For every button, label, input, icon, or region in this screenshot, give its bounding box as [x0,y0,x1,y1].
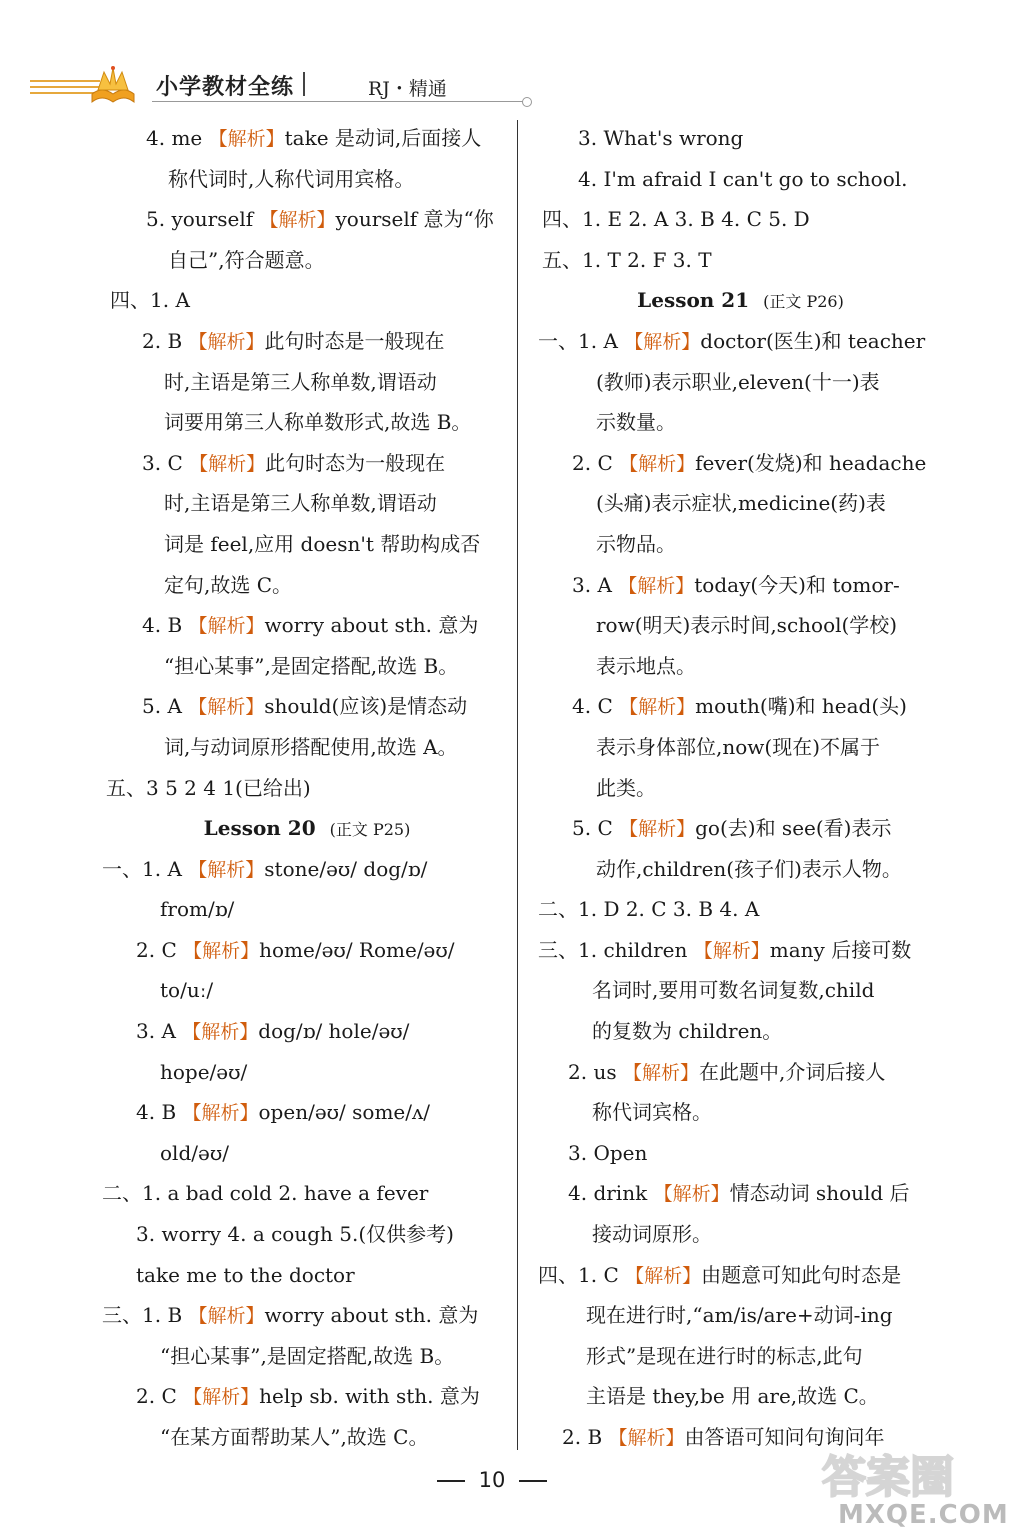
analysis-text: go(去)和 see(看)表示 [695,816,892,841]
answer-text: 时,主语是第三人称单数,谓语动 [164,491,437,516]
answer-line [538,768,943,809]
answer-text: 词是 feel,应用 doesn't 帮助构成否 [164,531,481,556]
answer-text: (教师)表示职业,eleven(十一)表 [596,369,880,394]
answer-line [102,565,512,606]
page-number: 10 [478,1468,506,1492]
answer-line [102,280,512,321]
answer-column-left [102,118,512,1458]
analysis-text: take 是动词,后面接人 [284,126,482,150]
column-divider [517,120,518,1450]
answer-line [102,727,512,768]
answer-line [102,159,512,200]
answer-text: hope/əʊ/ [160,1059,248,1084]
answer-text: 3. A [136,1019,183,1044]
analysis-tag: 【解析】 [183,1386,260,1409]
header-underline [152,101,527,102]
answer-text: 时,主语是第三人称单数,谓语动 [164,369,437,394]
answer-text: 的复数为 children。 [592,1019,783,1044]
answer-line [538,402,943,443]
lesson-heading [538,280,943,321]
analysis-text: worry about sth. 意为 [264,1303,479,1328]
answer-line [102,1376,512,1417]
analysis-text: worry about sth. 意为 [264,613,479,638]
header-separator [303,72,305,96]
lesson-title: Lesson 20 [203,816,316,841]
analysis-text: should(应该)是情态动 [264,694,468,719]
answer-line [102,402,512,443]
answer-text: 2. us [568,1059,623,1084]
analysis-tag: 【解析】 [622,1061,699,1084]
answer-line [102,930,512,971]
answer-text: 五、3 5 2 4 1(已给出) [106,775,311,800]
footer-dash-left [437,1480,465,1482]
answer-text: take me to the doctor [136,1262,355,1287]
analysis-tag: 【解析】 [619,452,696,475]
analysis-text: yourself 意为“你 [335,207,494,232]
lesson-title: Lesson 21 [637,288,750,313]
analysis-tag: 【解析】 [259,209,336,232]
answer-line [102,889,512,930]
answer-line [538,646,943,687]
answer-text: 四、1. A [110,288,190,313]
answer-text: 名词时,要用可数名词复数,child [592,978,875,1003]
answer-line [538,808,943,849]
answer-text: row(明天)表示时间,school(学校) [596,613,898,638]
answer-line [538,524,943,565]
analysis-tag: 【解析】 [608,1427,685,1449]
answer-text: 四、1. E 2. A 3. B 4. C 5. D [542,207,810,232]
answer-line [102,768,512,809]
answer-line [102,970,512,1011]
analysis-text: today(今天)和 tomor- [694,572,900,597]
answer-line [538,118,943,159]
analysis-text: help sb. with sth. 意为 [259,1384,480,1409]
answer-line [102,321,512,362]
analysis-tag: 【解析】 [619,696,696,719]
analysis-tag: 【解析】 [188,696,265,719]
answer-text: 2. C [572,450,620,475]
header-title: 小学教材全练 [156,75,295,100]
lesson-page-ref: (正文 P25) [329,820,411,840]
answer-text: 3. worry 4. a cough 5.(仅供参考) [136,1222,454,1247]
analysis-text: many 后接可数 [769,937,912,962]
analysis-tag: 【解析】 [188,330,265,353]
analysis-tag: 【解析】 [188,615,265,638]
answer-text: 动作,children(孩子们)表示人物。 [596,856,902,881]
answer-text: “担心某事”,是固定搭配,故选 B。 [160,1343,455,1368]
answer-line [102,240,512,281]
analysis-text: 情态动词 should 后 [729,1181,910,1206]
answer-text: 2. B [142,328,189,353]
answer-text: 主语是 they,be 用 are,故选 C。 [586,1384,879,1409]
analysis-text: 在此题中,介词后接人 [698,1059,886,1084]
answer-text: 4. B [136,1100,183,1125]
answer-line [102,849,512,890]
analysis-tag: 【解析】 [653,1183,730,1206]
answer-text: 4. me [146,126,209,150]
answer-text: 示数量。 [596,410,676,435]
answer-text: 一、1. A [102,856,189,881]
header-dot [522,97,532,107]
answer-text: 三、1. B [102,1303,189,1328]
answer-text: 称代词宾格。 [592,1100,712,1125]
answer-line [538,889,943,930]
analysis-text: home/əʊ/ Rome/əʊ/ [259,937,455,962]
answer-line [102,1173,512,1214]
answer-text: 示物品。 [596,531,676,556]
analysis-text: dog/ɒ/ hole/əʊ/ [258,1019,410,1044]
answer-text: 定句,故选 C。 [164,572,293,597]
lesson-page-ref: (正文 P26) [763,292,844,312]
answer-text: 2. C [136,1384,184,1409]
answer-line [102,199,512,240]
answer-text: 4. C [572,694,620,719]
answer-text: 词,与动词原形搭配使用,故选 A。 [164,734,458,759]
answer-line [102,1214,512,1255]
answer-line [538,321,943,362]
analysis-text: 由答语可知问句询问年 [684,1425,885,1449]
analysis-text: open/əʊ/ some/ʌ/ [258,1100,431,1125]
answer-column-right [538,118,943,1458]
answer-text: 4. B [142,613,189,638]
answer-text: 一、1. A [538,328,625,353]
answer-line [538,686,943,727]
footer-dash-right [519,1480,547,1482]
answer-text: 二、1. a bad cold 2. have a fever [102,1181,429,1206]
answer-line [538,970,943,1011]
answer-line [538,1133,943,1174]
answer-text: 四、1. C [538,1262,626,1287]
answer-line [102,118,512,159]
answer-line [102,1092,512,1133]
analysis-tag: 【解析】 [182,1102,259,1125]
answer-text: 4. I'm afraid I can't go to school. [578,166,908,191]
analysis-tag: 【解析】 [618,574,695,597]
answer-text: 此类。 [596,775,656,800]
answer-text: (头痛)表示症状,medicine(药)表 [596,491,886,516]
analysis-text: 此句时态为一般现在 [265,450,446,475]
analysis-tag: 【解析】 [189,452,266,475]
answer-text: 2. B [562,1425,609,1449]
answer-text: 称代词时,人称代词用宾格。 [168,166,415,191]
answer-line [538,443,943,484]
answer-text: 5. yourself [146,207,260,232]
answer-text: to/uː/ [160,978,214,1003]
answer-text: “在某方面帮助某人”,故选 C。 [160,1425,429,1449]
answer-line [538,1052,943,1093]
answer-text: 三、1. children [538,937,694,962]
analysis-text: fever(发烧)和 headache [695,450,927,475]
analysis-tag: 【解析】 [188,858,265,881]
analysis-tag: 【解析】 [619,818,696,841]
answer-text: 3. A [572,572,619,597]
answer-text: 现在进行时,“am/is/are+动词-ing [586,1303,893,1328]
answer-line [102,443,512,484]
answer-line [102,686,512,727]
answer-text: 词要用第三人称单数形式,故选 B。 [164,410,472,435]
answer-text: old/əʊ/ [160,1140,229,1165]
answer-line [102,1011,512,1052]
answer-text: 自己”,符合题意。 [168,247,325,272]
answer-line [102,1417,512,1458]
answer-line [538,565,943,606]
answer-line [102,605,512,646]
answer-line [538,930,943,971]
answer-line [538,362,943,403]
header-subtitle: RJ・精通 [368,78,447,100]
answer-line [538,1173,943,1214]
watermark-text: MXQE.COM [838,1500,1009,1530]
analysis-tag: 【解析】 [693,939,770,962]
answer-line [102,1295,512,1336]
answer-line [538,727,943,768]
svg-text:答案圈: 答案圈 [822,1452,954,1503]
answer-line [538,483,943,524]
answer-line [102,483,512,524]
page-header [0,58,984,118]
answer-line [102,1133,512,1174]
analysis-text: stone/əʊ/ dog/ɒ/ [264,856,428,881]
answer-text: 3. Open [568,1140,648,1165]
analysis-tag: 【解析】 [624,330,701,353]
answer-line [102,1336,512,1377]
book-icon [88,64,138,108]
answer-text: 4. drink [568,1181,654,1206]
answer-line [102,1255,512,1296]
answer-text: 3. What's wrong [578,126,744,150]
answer-text: 二、1. D 2. C 3. B 4. A [538,897,760,922]
analysis-tag: 【解析】 [208,128,285,150]
answer-text: 5. C [572,816,620,841]
answer-text: 5. A [142,694,189,719]
answer-text: 表示身体部位,now(现在)不属于 [596,734,881,759]
answer-line [538,1092,943,1133]
analysis-text: 由题意可知此句时态是 [701,1262,902,1287]
answer-text: “担心某事”,是固定搭配,故选 B。 [164,653,459,678]
answer-line [538,849,943,890]
answer-text: 接动词原形。 [592,1222,712,1247]
analysis-text: 此句时态是一般现在 [264,328,445,353]
lesson-heading [102,808,512,849]
answer-text: from/ɒ/ [160,897,235,922]
answer-line [538,1336,943,1377]
answer-line [538,1255,943,1296]
answer-text: 形式”是现在进行时的标志,此句 [586,1343,863,1368]
answer-line [538,1295,943,1336]
analysis-tag: 【解析】 [625,1264,702,1287]
answer-text: 2. C [136,937,184,962]
answer-text: 表示地点。 [596,653,696,678]
analysis-tag: 【解析】 [182,1021,259,1044]
analysis-tag: 【解析】 [188,1305,265,1328]
analysis-text: doctor(医生)和 teacher [700,328,926,353]
analysis-text: mouth(嘴)和 head(头) [695,694,907,719]
answer-line [102,362,512,403]
answer-line [538,159,943,200]
answer-text: 3. C [142,450,190,475]
analysis-tag: 【解析】 [183,939,260,962]
answer-line [102,646,512,687]
answer-line [538,199,943,240]
answer-line [538,605,943,646]
answer-line [538,1376,943,1417]
answer-line [538,1214,943,1255]
answer-line [102,524,512,565]
answer-line [102,1052,512,1093]
answer-line [538,240,943,281]
answer-text: 五、1. T 2. F 3. T [542,247,712,272]
answer-line [538,1011,943,1052]
